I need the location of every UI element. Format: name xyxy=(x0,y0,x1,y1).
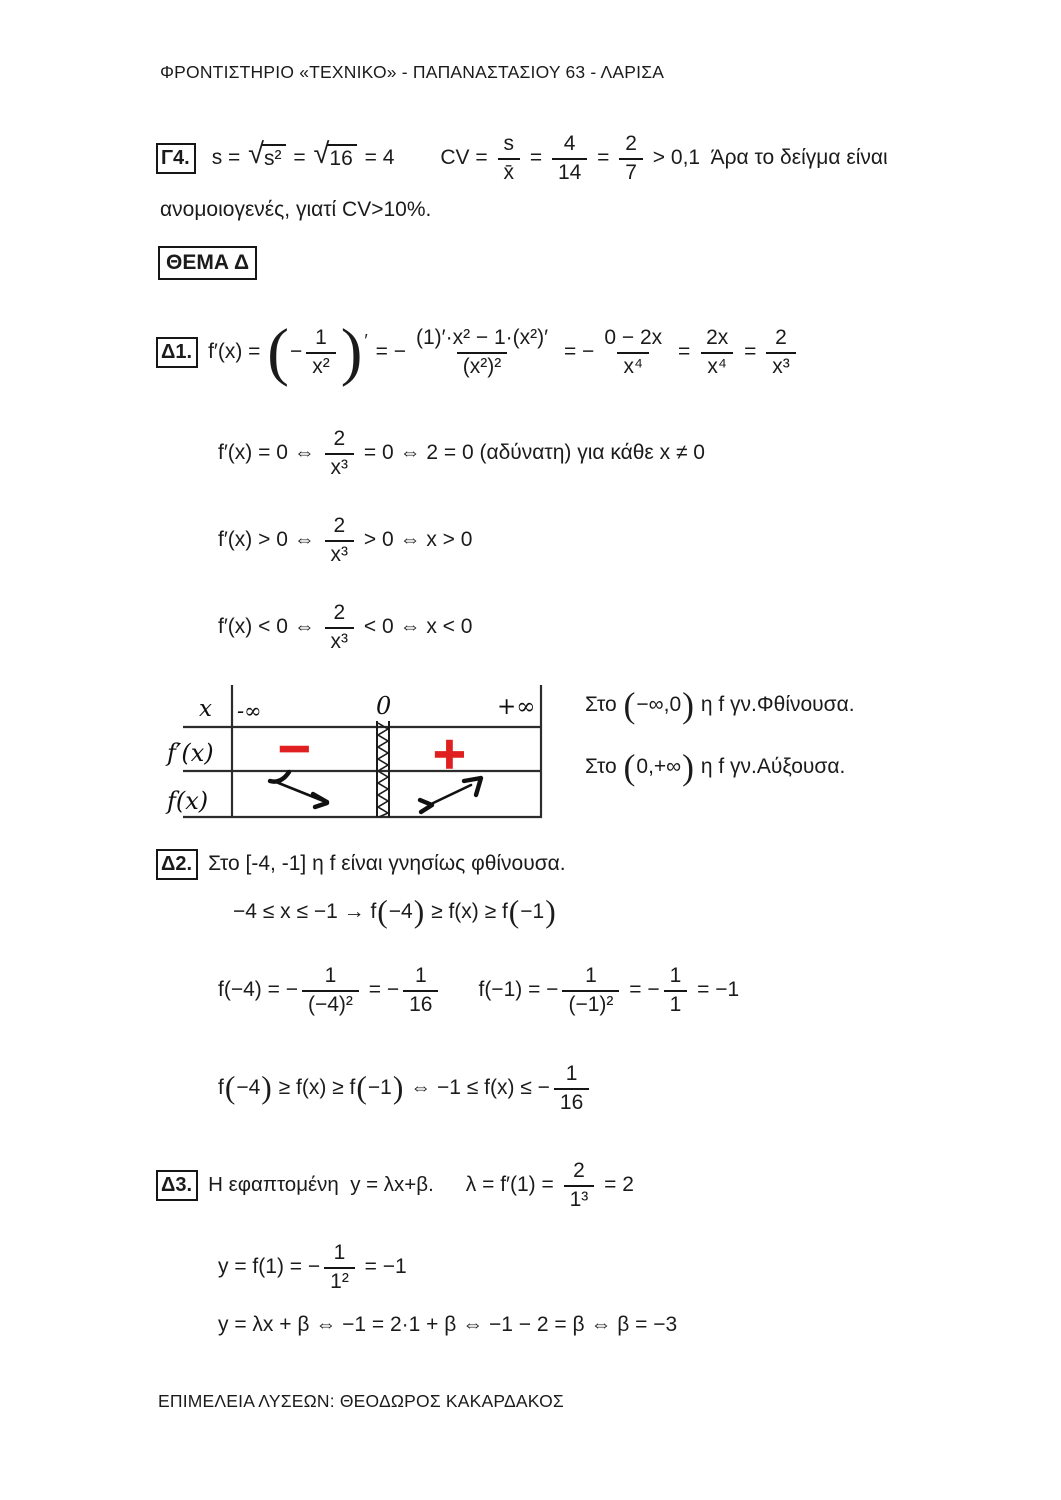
denominator: 16 xyxy=(554,1088,589,1115)
fraction xyxy=(619,132,643,184)
table-zero: 0 xyxy=(376,692,392,720)
fraction xyxy=(598,326,668,378)
math-text: = xyxy=(591,146,616,169)
math-text: = −1 xyxy=(358,1255,407,1278)
radicand: 16 xyxy=(327,144,356,172)
math-text: = xyxy=(738,340,763,363)
d2-heading xyxy=(156,847,566,881)
math-text: f(−1) = − xyxy=(478,978,559,1001)
increasing-arrow xyxy=(420,778,481,812)
fraction xyxy=(324,1241,355,1293)
math-text: CV = xyxy=(440,146,494,169)
fraction xyxy=(552,132,587,184)
numerator: 1 xyxy=(565,1061,578,1085)
close-paren: ) xyxy=(340,315,363,388)
denominator: 14 xyxy=(552,158,587,185)
table-var-label: x xyxy=(199,696,212,722)
d1-negative-case xyxy=(218,589,472,665)
numerator: 0 − 2x xyxy=(604,325,663,349)
open-paren: ( xyxy=(508,894,520,930)
d1-positive-case xyxy=(218,502,472,578)
theme-d-title: ΘΕΜΑ Δ xyxy=(158,246,257,280)
table-fprime-label: f′(x) xyxy=(167,739,214,767)
denominator: 7 xyxy=(619,158,643,185)
math-text: Στο xyxy=(585,693,623,716)
fraction xyxy=(325,514,355,566)
numerator: 1 xyxy=(585,963,597,987)
radicand: s² xyxy=(262,144,286,172)
math-text: y = f(1) = − xyxy=(218,1255,321,1278)
math-text: = xyxy=(672,340,697,363)
numerator: 2 xyxy=(333,426,346,450)
math-text: = 2 xyxy=(598,1173,634,1196)
math-text: −∞,0 xyxy=(636,693,682,716)
math-text: −4 xyxy=(388,900,413,923)
denominator: 16 xyxy=(403,990,438,1017)
d3-label: Δ3. xyxy=(156,1170,198,1201)
denominator: 1² xyxy=(324,1267,355,1294)
denominator: (−4)² xyxy=(302,990,359,1017)
d1-note-decreasing xyxy=(585,681,855,729)
close-paren: ) xyxy=(682,746,695,787)
denominator: x̄ xyxy=(498,158,521,185)
page-footer: ΕΠΙΜΕΛΕΙΑ ΛΥΣΕΩΝ: ΘΕΟΔΩΡΟΣ ΚΑΚΑΡΔΑΚΟΣ xyxy=(158,1391,564,1411)
math-text: λ = f′(1) = xyxy=(465,1173,560,1196)
open-paren: ( xyxy=(224,1070,236,1106)
square-root xyxy=(313,137,357,173)
math-text: ≥ f(x) ≥ f xyxy=(272,1076,356,1099)
square-root xyxy=(248,137,285,173)
close-paren: ) xyxy=(392,1070,404,1106)
g4-cv-formula xyxy=(440,132,887,184)
fraction xyxy=(562,964,619,1016)
math-text: 0,+∞ xyxy=(636,755,682,778)
math-text: f′(x) < 0 ⇔ xyxy=(218,615,321,638)
d1-zero-case xyxy=(218,415,705,491)
radical-sign: √ xyxy=(313,137,330,170)
denominator: x³ xyxy=(325,453,355,480)
math-text: −1 xyxy=(367,1076,392,1099)
fraction xyxy=(403,964,438,1016)
sign-minus: − xyxy=(276,723,313,774)
d2-statement: Στο [-4, -1] η f είναι γνησίως φθίνουσα. xyxy=(208,852,566,875)
math-text: = 4 xyxy=(358,145,395,169)
sign-table xyxy=(163,684,543,820)
g4-line xyxy=(156,120,888,196)
math-text: ≥ f(x) ≥ f xyxy=(425,900,508,923)
d3-slope-formula xyxy=(466,1159,634,1211)
table-f-label: f(x) xyxy=(167,787,209,815)
denominator: x² xyxy=(306,352,336,379)
d2-values-line xyxy=(218,950,739,1030)
fraction xyxy=(700,326,734,378)
d3-statement: Η εφαπτομένη y = λx+β. xyxy=(208,1173,434,1196)
d3-heading xyxy=(156,1146,634,1224)
math-text: f′(x) = 0 ⇔ xyxy=(218,441,321,464)
g4-s-formula xyxy=(211,137,395,173)
denominator: (x²)² xyxy=(457,352,507,379)
d3-solve-beta xyxy=(218,1303,677,1347)
denominator: 1 xyxy=(664,990,688,1017)
math-text: η f γν.Αύξουσα. xyxy=(695,755,846,778)
numerator: 4 xyxy=(563,131,576,155)
close-paren: ) xyxy=(545,894,556,930)
math-text: > 0 ⇔ x > 0 xyxy=(358,528,473,551)
fraction xyxy=(564,1159,595,1211)
fraction xyxy=(664,964,688,1016)
numerator: 1 xyxy=(669,963,682,987)
denominator: x³ xyxy=(325,540,355,567)
open-paren: ( xyxy=(623,746,636,787)
math-text: −4 ≤ x ≤ −1 → f xyxy=(233,900,377,923)
decreasing-arrow xyxy=(270,772,327,807)
fraction xyxy=(302,964,359,1016)
math-text: Στο xyxy=(585,755,623,778)
math-text: ⇔ −1 ≤ f(x) ≤ − xyxy=(404,1076,550,1099)
fraction xyxy=(410,326,554,378)
d2-f-minus1 xyxy=(478,964,739,1016)
fraction xyxy=(498,132,521,184)
numerator: 2 xyxy=(333,600,346,624)
numerator: (1)′·x² − 1·(x²)′ xyxy=(415,325,549,349)
d1-derivative-formula xyxy=(208,315,800,388)
d1-label: Δ1. xyxy=(156,337,198,368)
d1-line xyxy=(156,306,800,398)
math-text: f′(x) > 0 ⇔ xyxy=(218,528,321,551)
close-paren: ) xyxy=(413,894,425,930)
numerator: 1 xyxy=(324,963,337,987)
numerator: s xyxy=(503,131,514,155)
fraction xyxy=(766,326,796,378)
superscript: ′ xyxy=(364,329,368,350)
d2-label: Δ2. xyxy=(156,849,198,880)
d2-inequality xyxy=(233,886,557,938)
math-text: f xyxy=(218,1076,224,1099)
fraction xyxy=(306,326,336,378)
numerator: 2x xyxy=(706,325,729,349)
d2-f-minus4 xyxy=(218,964,442,1016)
math-text: = − xyxy=(623,978,660,1001)
table-plus-infinity: +∞ xyxy=(497,694,536,720)
math-text: f′(x) = xyxy=(208,340,267,363)
page-header: ΦΡΟΝΤΙΣΤΗΡΙΟ «ΤΕΧΝΙΚΟ» - ΠΑΠΑΝΑΣΤΑΣΙΟΥ 63 - ΛΑΡΙΣΑ xyxy=(160,62,665,82)
math-text: y = λx + β ⇔ −1 = 2·1 + β ⇔ −1 − 2 = β ⇔ β = −3 xyxy=(218,1313,678,1336)
numerator: 1 xyxy=(333,1240,346,1264)
close-paren: ) xyxy=(682,684,695,725)
math-text: f(−4) = − xyxy=(218,978,298,1001)
math-text: > 0,1 Άρα το δείγμα είναι xyxy=(646,146,888,169)
numerator: 1 xyxy=(414,963,427,987)
table-minus-infinity: -∞ xyxy=(237,699,262,723)
close-paren: ) xyxy=(261,1070,272,1106)
open-paren: ( xyxy=(377,894,388,930)
radical-sign: √ xyxy=(248,137,265,170)
d2-conclusion xyxy=(218,1048,593,1128)
fraction xyxy=(325,601,355,653)
math-text: = −1 xyxy=(691,978,740,1001)
numerator: 2 xyxy=(333,513,346,537)
math-text: η f γν.Φθίνουσα. xyxy=(695,693,855,716)
math-text: −4 xyxy=(236,1076,261,1099)
math-text: = 0 ⇔ 2 = 0 (αδύνατη) για κάθε x ≠ 0 xyxy=(358,441,705,464)
fraction xyxy=(554,1062,589,1114)
numerator: 1 xyxy=(315,325,327,349)
open-paren: ( xyxy=(623,684,636,725)
math-text: −1 xyxy=(520,900,545,923)
numerator: 2 xyxy=(625,131,637,155)
sign-plus: + xyxy=(431,728,468,779)
math-text: = xyxy=(287,145,312,169)
open-paren: ( xyxy=(356,1070,367,1106)
d3-point-formula xyxy=(218,1228,407,1306)
math-text: = − xyxy=(369,340,406,363)
math-text: < 0 ⇔ x < 0 xyxy=(358,615,473,638)
denominator: x³ xyxy=(325,627,355,654)
fraction xyxy=(325,427,355,479)
math-text: = − xyxy=(558,340,595,363)
numerator: 2 xyxy=(775,325,787,349)
open-paren: ( xyxy=(267,315,289,388)
denominator: 1³ xyxy=(564,1185,595,1212)
d1-note-increasing xyxy=(585,743,845,791)
math-text: − xyxy=(289,340,303,363)
denominator: x³ xyxy=(766,352,796,379)
denominator: (−1)² xyxy=(562,990,619,1017)
g4-continuation: ανομοιογενές, γιατί CV>10%. xyxy=(160,198,432,221)
g4-label: Γ4. xyxy=(156,143,196,174)
theme-d-heading xyxy=(158,246,257,280)
denominator: x⁴ xyxy=(701,352,733,379)
denominator: x⁴ xyxy=(617,352,649,379)
math-text: = − xyxy=(362,978,400,1001)
math-text: = xyxy=(524,146,548,169)
math-text: s = xyxy=(211,145,247,169)
numerator: 2 xyxy=(573,1158,585,1182)
